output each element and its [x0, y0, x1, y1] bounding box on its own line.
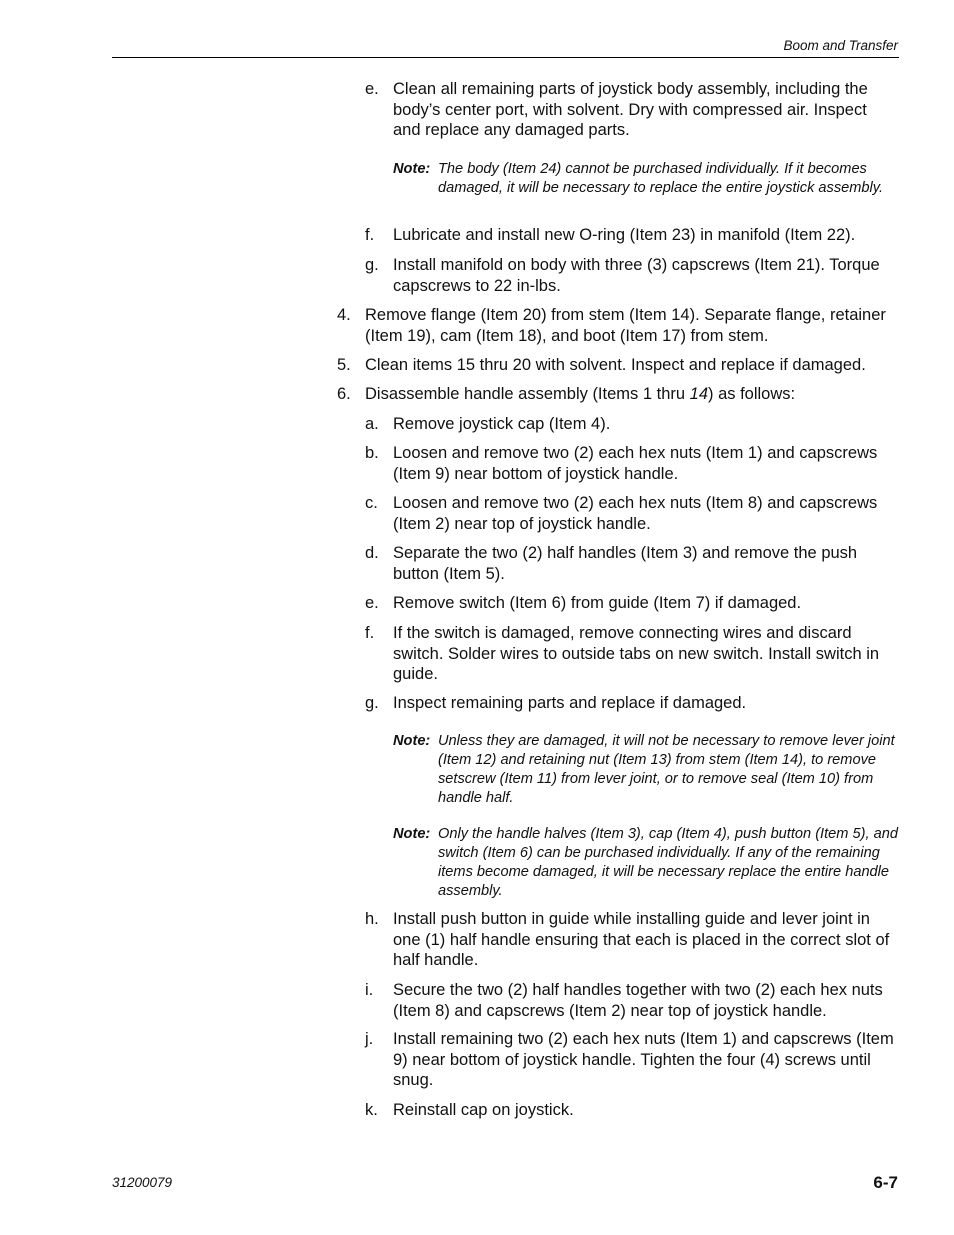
list-item-text: Remove flange (Item 20) from stem (Item 14). Separate flange, retainer (Item 19), cam (Item 18), and boot (Item 17) from stem.	[365, 306, 886, 345]
list-marker: j.	[365, 1030, 374, 1048]
list-marker: k.	[365, 1101, 378, 1119]
list-marker: e.	[365, 594, 379, 612]
list-item-text: Reinstall cap on joystick.	[393, 1101, 574, 1119]
list-marker: e.	[365, 80, 379, 98]
list-item-text: If the switch is damaged, remove connecting wires and discard switch. Solder wires to outside tabs on new switch. Install switch in guide.	[393, 624, 880, 683]
list-item-text: Install manifold on body with three (3) capscrews (Item 21). Torque capscrews to 22 in-lbs.	[393, 256, 880, 295]
list-item-text: Install push button in guide while installing guide and lever joint in one (1) half handle ensuring that each is placed in the correct slot of half handle.	[393, 910, 890, 969]
list-marker: i.	[365, 981, 374, 999]
list-item-text: Clean all remaining parts of joystick body assembly, including the body’s center port, with solvent. Dry with compressed air. Inspect and replace any damaged parts.	[393, 80, 868, 139]
list-item-text: Install remaining two (2) each hex nuts (Item 1) and capscrews (Item 9) near bottom of joystick handle. Tighten the four (4) screws until snug.	[393, 1030, 894, 1089]
list-marker: a.	[365, 415, 379, 433]
list-marker: 5.	[337, 356, 351, 374]
note-text: Unless they are damaged, it will not be necessary to remove lever joint (Item 12) and retaining nut (Item 13) from stem (Item 14), to remove setscrew (Item 11) from lever joint, or to remove seal (Item 10) from handle half.	[438, 733, 895, 806]
list-marker: g.	[365, 694, 379, 712]
list-item-text: Lubricate and install new O-ring (Item 23) in manifold (Item 22).	[393, 226, 856, 244]
document-number: 31200079	[112, 1175, 173, 1190]
page-number: 6-7	[873, 1173, 898, 1192]
list-item-text: Clean items 15 thru 20 with solvent. Inspect and replace if damaged.	[365, 356, 866, 374]
list-marker: f.	[365, 226, 375, 244]
note-label: Note:	[393, 733, 431, 749]
note-text: The body (Item 24) cannot be purchased individually. If it becomes damaged, it will be necessary to replace the entire joystick assembly.	[438, 161, 884, 196]
list-item-text: Secure the two (2) half handles together with two (2) each hex nuts (Item 8) and capscrews (Item 2) near top of joystick handle.	[393, 981, 883, 1020]
italic-run: 14	[689, 385, 708, 403]
list-marker: d.	[365, 544, 379, 562]
note-text: Only the handle halves (Item 3), cap (Item 4), push button (Item 5), and switch (Item 6) can be purchased individually. If any of the remaining items become damaged, it will be necessary replace the entire handle assembly.	[438, 826, 898, 899]
header-rule	[112, 57, 899, 58]
list-item-text: Loosen and remove two (2) each hex nuts (Item 8) and capscrews (Item 2) near top of joystick handle.	[393, 494, 878, 533]
list-marker: h.	[365, 910, 379, 928]
text-run: Disassemble handle assembly (Items 1 thru	[365, 385, 690, 403]
list-marker: g.	[365, 256, 379, 274]
list-marker: b.	[365, 444, 379, 462]
list-marker: 4.	[337, 306, 351, 324]
list-item-text	[365, 384, 898, 405]
text-run: ) as follows:	[708, 385, 796, 403]
note-label: Note:	[393, 161, 431, 177]
list-item-text: Remove switch (Item 6) from guide (Item 7) if damaged.	[393, 594, 802, 612]
running-header: Boom and Transfer	[783, 38, 898, 53]
list-marker: 6.	[337, 385, 351, 403]
note-label: Note:	[393, 826, 431, 842]
list-marker: f.	[365, 624, 375, 642]
list-item-text: Inspect remaining parts and replace if damaged.	[393, 694, 747, 712]
list-item-text: Separate the two (2) half handles (Item 3) and remove the push button (Item 5).	[393, 544, 858, 583]
list-item-text: Remove joystick cap (Item 4).	[393, 415, 611, 433]
list-marker: c.	[365, 494, 378, 512]
list-item-text: Loosen and remove two (2) each hex nuts (Item 1) and capscrews (Item 9) near bottom of joystick handle.	[393, 444, 878, 483]
